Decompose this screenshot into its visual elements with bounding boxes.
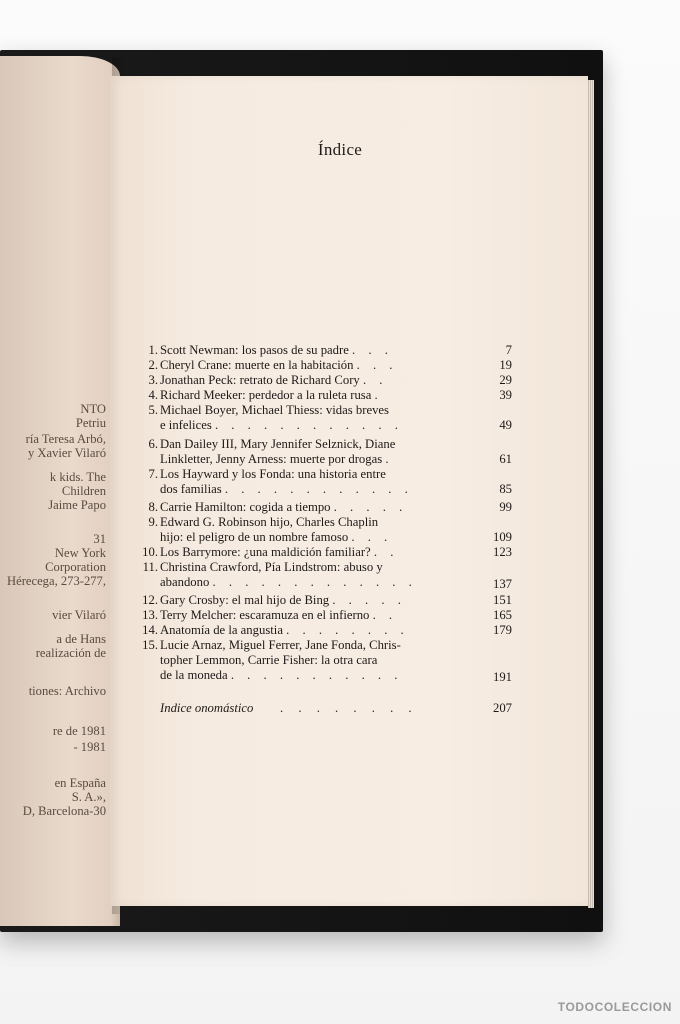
onomastic-page: 207: [492, 701, 512, 715]
entry-line: Gary Crosby: el mal hijo de Bing . . . . .: [160, 593, 406, 607]
entry-line: abandono . . . . . . . . . . . . .: [160, 575, 417, 589]
entry-title: [160, 638, 480, 683]
entry-page: 85: [499, 482, 512, 496]
entry-page: 7: [505, 343, 512, 357]
index-title: Índice: [317, 140, 363, 159]
entry-line: e infelices . . . . . . . . . . . .: [160, 418, 403, 432]
entry-line: Lucie Arnaz, Miguel Ferrer, Jane Fonda, Chris-: [160, 638, 401, 652]
dot-leader: .: [385, 452, 394, 466]
entry-number: 8.: [148, 500, 158, 514]
entry-line: hijo: el peligro de un nombre famoso . . .: [160, 530, 393, 544]
left-page: [0, 56, 120, 926]
dot-leader: . . . . . . . .: [280, 701, 418, 715]
entry-title: [160, 545, 480, 560]
entry-page: 29: [499, 373, 512, 387]
left-line: en España: [54, 776, 106, 790]
entry-title: [160, 388, 480, 403]
entry-line: Dan Dailey III, Mary Jennifer Selznick, Diane: [160, 437, 396, 451]
left-line: y Xavier Vilaró: [27, 446, 106, 460]
entry-title: [160, 373, 480, 388]
dot-leader: . . .: [351, 530, 393, 544]
entry-line: Terry Melcher: escaramuza en el infierno . .: [160, 608, 398, 622]
entry-number: 11.: [142, 560, 158, 574]
left-line: S. A.»,: [71, 790, 106, 804]
left-line: ría Teresa Arbó,: [25, 432, 106, 446]
dot-leader: . .: [373, 545, 399, 559]
entry-page: 191: [492, 670, 512, 684]
entry-line: dos familias . . . . . . . . . . . .: [160, 482, 413, 496]
entry-line: Cheryl Crane: muerte en la habitación . . .: [160, 358, 398, 372]
entry-line: Los Barrymore: ¿una maldición familiar? . .: [160, 545, 399, 559]
page-edges: [588, 80, 594, 908]
entry-page: 151: [492, 593, 512, 607]
entry-line: Michael Boyer, Michael Thiess: vidas breves: [160, 403, 389, 417]
entry-page: 109: [492, 530, 512, 544]
entry-title: [160, 560, 480, 590]
entry-page: 137: [492, 577, 512, 591]
entry-title: [160, 593, 480, 608]
left-line: re de 1981: [52, 724, 106, 738]
dot-leader: . .: [362, 373, 388, 387]
dot-leader: . . . . . . . . . . .: [230, 668, 403, 682]
entry-page: 179: [492, 623, 512, 637]
left-line: Children: [61, 484, 106, 498]
left-line: Jaime Papo: [48, 498, 106, 512]
dot-leader: . . . . . . . . . . . .: [224, 482, 413, 496]
entry-title: [160, 515, 480, 545]
dot-leader: . . .: [356, 358, 398, 372]
left-line: tiones: Archivo: [28, 684, 106, 698]
left-line: Petriu: [75, 416, 106, 430]
left-line: Corporation: [45, 560, 106, 574]
left-line: 31: [93, 532, 106, 546]
dot-leader: . . . . . . . .: [286, 623, 409, 637]
entry-line: Jonathan Peck: retrato de Richard Cory . .: [160, 373, 388, 387]
left-line: - 1981: [73, 740, 106, 754]
entry-line: Scott Newman: los pasos de su padre . . .: [160, 343, 393, 357]
left-line: D, Barcelona-30: [22, 804, 106, 818]
dot-leader: . . . . .: [333, 500, 408, 514]
entry-page: 61: [499, 452, 512, 466]
entry-number: 1.: [148, 343, 158, 357]
entry-title: [160, 403, 480, 433]
entry-number: 3.: [148, 373, 158, 387]
entry-number: 6.: [148, 437, 158, 451]
entry-number: 2.: [148, 358, 158, 372]
entry-page: 49: [499, 418, 512, 432]
entry-title: [160, 343, 480, 358]
entry-line: de la moneda . . . . . . . . . . .: [160, 668, 403, 682]
entry-number: 9.: [148, 515, 158, 529]
dot-leader: . .: [372, 608, 398, 622]
left-line: NTO: [80, 402, 106, 416]
entry-line: Edward G. Robinson hijo, Charles Chaplin: [160, 515, 379, 529]
left-line: New York: [54, 546, 106, 560]
entry-number: 4.: [148, 388, 158, 402]
left-line: vier Vilaró: [52, 608, 106, 622]
watermark: TODOCOLECCION: [557, 1000, 672, 1014]
entry-title: [160, 358, 480, 373]
left-line: a de Hans: [56, 632, 106, 646]
left-line: Hérecega, 273-277,: [7, 574, 106, 588]
entry-title: [160, 608, 480, 623]
entry-page: 19: [499, 358, 512, 372]
entry-line: Anatomía de la angustia . . . . . . . .: [160, 623, 409, 637]
entry-number: 10.: [142, 545, 158, 559]
entry-title: [160, 500, 480, 515]
entry-page: 39: [499, 388, 512, 402]
entry-page: 165: [492, 608, 512, 622]
dot-leader: . . . . . . . . . . . .: [214, 418, 403, 432]
entry-number: 13.: [142, 608, 158, 622]
entry-line: Christina Crawford, Pía Lindstrom: abuso y: [160, 560, 383, 574]
entry-title: [160, 623, 480, 638]
entry-number: 14.: [142, 623, 158, 637]
entry-number: 5.: [148, 403, 158, 417]
dot-leader: . . . . . . . . . . . . .: [212, 575, 417, 589]
left-line: realización de: [35, 646, 106, 660]
entry-line: Los Hayward y los Fonda: una historia entre: [160, 467, 386, 481]
entry-page: 123: [492, 545, 512, 559]
entry-number: 15.: [142, 638, 158, 652]
entry-line: Richard Meeker: perdedor a la ruleta rusa .: [160, 388, 383, 402]
entry-title: [160, 437, 480, 467]
dot-leader: .: [374, 388, 383, 402]
entry-line: Linkletter, Jenny Arness: muerte por drogas .: [160, 452, 394, 466]
entry-number: 7.: [148, 467, 158, 481]
entry-line: topher Lemmon, Carrie Fisher: la otra cara: [160, 653, 378, 667]
left-page-text: [0, 56, 106, 926]
entry-page: 99: [499, 500, 512, 514]
left-line: k kids. The: [49, 470, 106, 484]
dot-leader: . . . . .: [332, 593, 406, 607]
entry-line: Carrie Hamilton: cogida a tiempo . . . . .: [160, 500, 408, 514]
onomastic-label: Indice onomástico: [160, 701, 254, 715]
entry-number: 12.: [142, 593, 158, 607]
dot-leader: . . .: [352, 343, 393, 357]
entry-title: [160, 467, 480, 497]
